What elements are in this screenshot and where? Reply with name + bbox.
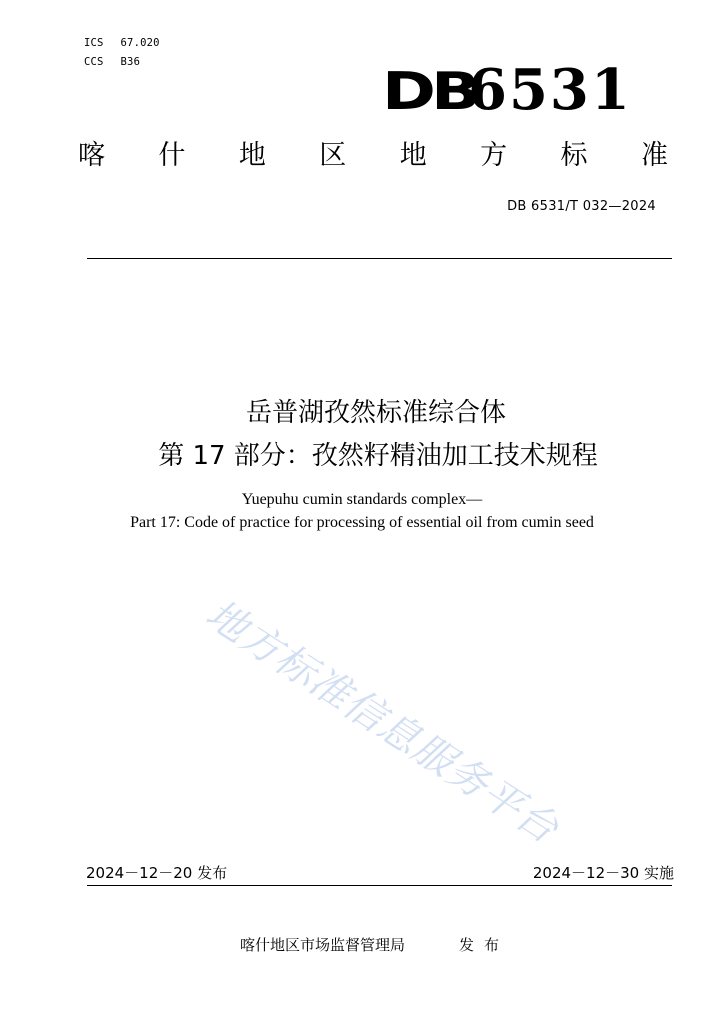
- title-zh-line2: 第 17 部分：孜然籽精油加工技术规程: [158, 441, 598, 471]
- title-en-line2: Part 17: Code of practice for processing of essential oil from cumin seed: [130, 514, 594, 531]
- standard-number: DB 6531/T 032—2024: [507, 199, 656, 214]
- region-char: 区: [319, 140, 347, 171]
- db-logo: [382, 57, 632, 123]
- issue-date: 2024－12－20 发布: [86, 864, 228, 882]
- region-char: 喀: [78, 140, 105, 171]
- ics-label: ICS: [84, 37, 104, 49]
- publisher: 喀什地区市场监督管理局: [240, 936, 406, 954]
- ccs-label: CCS: [84, 56, 104, 68]
- ics-value: 67.020: [120, 37, 160, 49]
- region-char: 地: [238, 140, 266, 171]
- ics-code: [84, 37, 160, 49]
- bottom-divider: [87, 885, 672, 886]
- db-logo-number: 6531: [468, 57, 632, 123]
- region-char: 准: [640, 140, 668, 171]
- publish-label: 发布: [459, 936, 510, 954]
- title-zh-line1: 岳普湖孜然标准综合体: [245, 398, 506, 428]
- region-char: 什: [158, 140, 186, 171]
- watermark: 地方标准信息服务平台: [197, 591, 567, 853]
- ccs-code: [84, 56, 140, 68]
- region-char: 方: [480, 140, 508, 171]
- ccs-value: B36: [120, 56, 141, 68]
- region-char: 标: [560, 140, 588, 171]
- region-standard-heading: [78, 138, 668, 174]
- region-char: 地: [399, 140, 427, 171]
- title-en-line1: Yuepuhu cumin standards complex—: [241, 491, 483, 508]
- db-logo-prefix: DB: [382, 62, 476, 122]
- implementation-date: 2024－12－30 实施: [532, 864, 674, 882]
- top-divider: [87, 258, 672, 259]
